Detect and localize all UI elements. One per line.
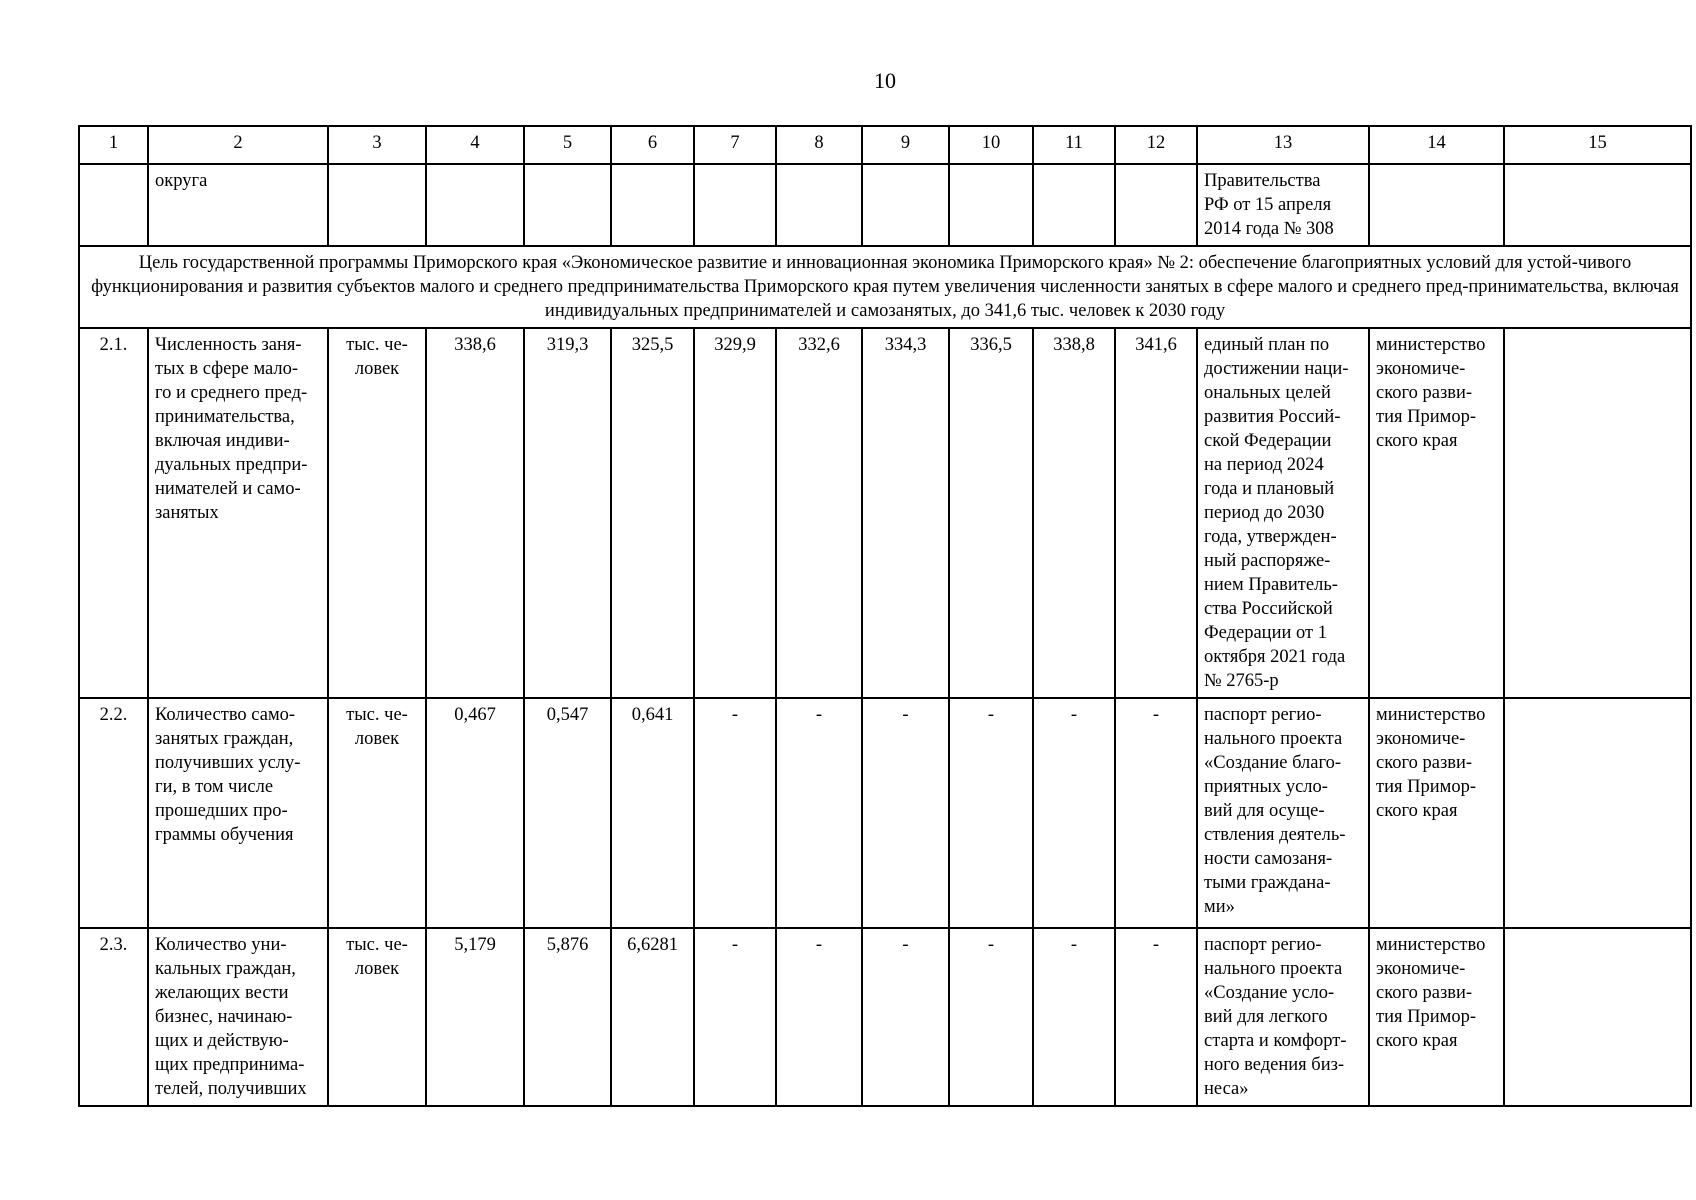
value-cell: 0,547 bbox=[524, 698, 611, 928]
unit: тыс. че- ловек bbox=[328, 928, 426, 1106]
table-cell bbox=[1369, 164, 1504, 246]
header-cell: 7 bbox=[694, 126, 776, 164]
responsible-body: министерство экономиче- ского разви- тия Примор- ского края bbox=[1369, 328, 1504, 698]
value-cell: 338,6 bbox=[426, 328, 524, 698]
header-cell: 8 bbox=[776, 126, 862, 164]
header-cell: 15 bbox=[1504, 126, 1691, 164]
table-cell bbox=[426, 164, 524, 246]
value-cell: - bbox=[694, 698, 776, 928]
unit: тыс. че- ловек bbox=[328, 328, 426, 698]
continuation-row bbox=[79, 164, 1691, 246]
table-row bbox=[79, 928, 1691, 1106]
header-cell: 12 bbox=[1115, 126, 1197, 164]
table-cell bbox=[79, 164, 148, 246]
value-cell: 5,876 bbox=[524, 928, 611, 1106]
row-number: 2.2. bbox=[79, 698, 148, 928]
value-cell: 5,179 bbox=[426, 928, 524, 1106]
header-cell: 1 bbox=[79, 126, 148, 164]
header-cell: 2 bbox=[148, 126, 328, 164]
table-cell bbox=[776, 164, 862, 246]
table-cell bbox=[1115, 164, 1197, 246]
value-cell: - bbox=[862, 928, 949, 1106]
source-document: паспорт регио- нального проекта «Создание благо- приятных усло- вий для осуще- ствления деятель- ности самозаня- тыми граждана- ми» bbox=[1197, 698, 1369, 928]
header-cell: 11 bbox=[1033, 126, 1115, 164]
table-cell bbox=[1504, 328, 1691, 698]
row-number: 2.3. bbox=[79, 928, 148, 1106]
value-cell: 329,9 bbox=[694, 328, 776, 698]
value-cell: 341,6 bbox=[1115, 328, 1197, 698]
indicator-name: Количество само- занятых граждан, получивших услу- ги, в том числе прошедших про- граммы обучения bbox=[148, 698, 328, 928]
indicators-table bbox=[78, 125, 1692, 1107]
table-cell: округа bbox=[148, 164, 328, 246]
table-row bbox=[79, 328, 1691, 698]
goal-text: Цель государственной программы Приморского края «Экономическое развитие и инновационная экономика Приморского края» № 2: обеспечение благоприятных условий для устой-чивого функционирования и развития субъектов малого и среднего предпринимательства Приморского края путем увеличения численности занятых в сфере малого и среднего пред-принимательства, включая индивидуальных предпринимателей и самозанятых, до 341,6 тыс. человек к 2030 году bbox=[79, 246, 1691, 328]
value-cell: - bbox=[694, 928, 776, 1106]
header-cell: 13 bbox=[1197, 126, 1369, 164]
source-document: единый план по достижении наци- ональных целей развития Россий- ской Федерации на период 2024 года и плановый период до 2030 года, утвержден- ный распоряже- нием Правитель- ства Российской Федерации от 1 октября 2021 года № 2765-р bbox=[1197, 328, 1369, 698]
table-cell bbox=[524, 164, 611, 246]
value-cell: - bbox=[776, 928, 862, 1106]
value-cell: 332,6 bbox=[776, 328, 862, 698]
value-cell: 325,5 bbox=[611, 328, 694, 698]
value-cell: 336,5 bbox=[949, 328, 1033, 698]
indicator-name: Численность заня- тых в сфере мало- го и среднего пред- принимательства, включая индиви- дуальных предпри- нимателей и само- занятых bbox=[148, 328, 328, 698]
table-cell bbox=[862, 164, 949, 246]
source-document: паспорт регио- нального проекта «Создание усло- вий для легкого старта и комфорт- ного ведения биз- неса» bbox=[1197, 928, 1369, 1106]
row-number: 2.1. bbox=[79, 328, 148, 698]
header-cell: 14 bbox=[1369, 126, 1504, 164]
header-cell: 6 bbox=[611, 126, 694, 164]
table-cell bbox=[1504, 698, 1691, 928]
header-cell: 10 bbox=[949, 126, 1033, 164]
value-cell: - bbox=[1115, 698, 1197, 928]
table-cell bbox=[1504, 928, 1691, 1106]
table-cell bbox=[694, 164, 776, 246]
page-number: 10 bbox=[874, 68, 896, 93]
value-cell: - bbox=[949, 698, 1033, 928]
table-cell bbox=[949, 164, 1033, 246]
value-cell: 0,641 bbox=[611, 698, 694, 928]
table-cell bbox=[1033, 164, 1115, 246]
value-cell: 338,8 bbox=[1033, 328, 1115, 698]
table-cell bbox=[611, 164, 694, 246]
value-cell: - bbox=[949, 928, 1033, 1106]
value-cell: - bbox=[862, 698, 949, 928]
header-cell: 5 bbox=[524, 126, 611, 164]
responsible-body: министерство экономиче- ского разви- тия Примор- ского края bbox=[1369, 928, 1504, 1106]
value-cell: 334,3 bbox=[862, 328, 949, 698]
indicator-name: Количество уни- кальных граждан, желающих вести бизнес, начинаю- щих и действую- щих предпринима- телей, получивших bbox=[148, 928, 328, 1106]
header-cell: 3 bbox=[328, 126, 426, 164]
goal-row bbox=[79, 246, 1691, 328]
table-cell bbox=[328, 164, 426, 246]
value-cell: - bbox=[1115, 928, 1197, 1106]
value-cell: - bbox=[1033, 698, 1115, 928]
value-cell: 319,3 bbox=[524, 328, 611, 698]
value-cell: - bbox=[1033, 928, 1115, 1106]
value-cell: - bbox=[776, 698, 862, 928]
unit: тыс. че- ловек bbox=[328, 698, 426, 928]
header-cell: 9 bbox=[862, 126, 949, 164]
table-row bbox=[79, 698, 1691, 928]
value-cell: 0,467 bbox=[426, 698, 524, 928]
responsible-body: министерство экономиче- ского разви- тия Примор- ского края bbox=[1369, 698, 1504, 928]
value-cell: 6,6281 bbox=[611, 928, 694, 1106]
header-row bbox=[79, 126, 1691, 164]
table-cell: Правительства РФ от 15 апреля 2014 года № 308 bbox=[1197, 164, 1369, 246]
header-cell: 4 bbox=[426, 126, 524, 164]
table-cell bbox=[1504, 164, 1691, 246]
